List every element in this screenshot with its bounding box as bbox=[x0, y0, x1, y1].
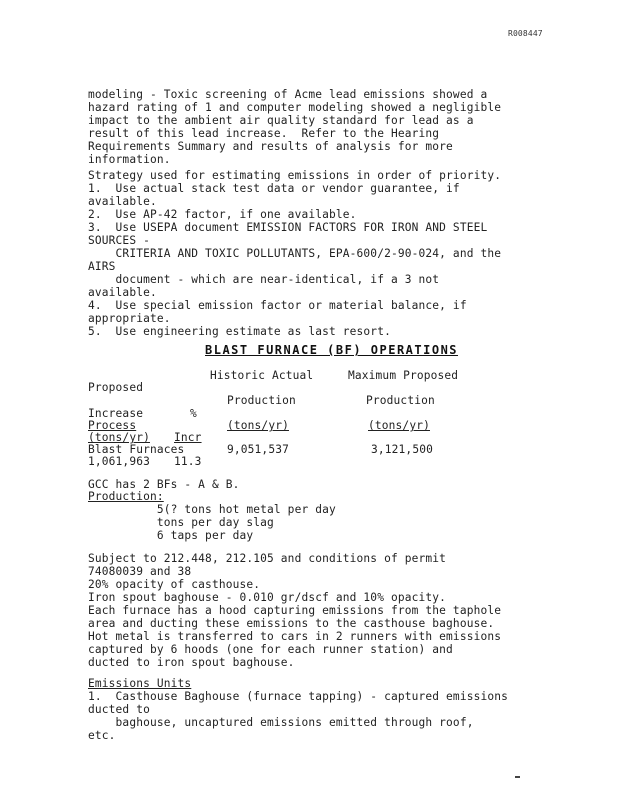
text-line: ducted to bbox=[88, 703, 150, 716]
column-header: Proposed bbox=[88, 381, 144, 394]
column-header: (tons/yr) bbox=[88, 431, 150, 444]
text-line: 5(? tons hot metal per day bbox=[88, 503, 336, 516]
text-line: impact to the ambient air quality standard for lead as a bbox=[88, 114, 474, 127]
column-header: Historic Actual bbox=[210, 369, 314, 382]
table-cell: 1,061,963 bbox=[88, 455, 150, 468]
text-line: tons per day slag bbox=[88, 516, 274, 529]
text-line: appropriate. bbox=[88, 312, 171, 325]
text-line: Iron spout baghouse - 0.010 gr/dscf and 10% opacity. bbox=[88, 591, 447, 604]
text-line: 1. Casthouse Baghouse (furnace tapping) - captured emissions bbox=[88, 690, 509, 703]
text-line: available. bbox=[88, 286, 157, 299]
text-line: 6 taps per day bbox=[88, 529, 254, 542]
table-cell: Blast Furnaces bbox=[88, 443, 185, 456]
text-line: ducted to iron spout baghouse. bbox=[88, 656, 295, 669]
table-cell: 11.3 bbox=[174, 455, 202, 468]
text-line: 2. Use AP-42 factor, if one available. bbox=[88, 208, 357, 221]
section-title: BLAST FURNACE (BF) OPERATIONS bbox=[205, 343, 459, 357]
column-header: Production bbox=[366, 394, 435, 407]
text-line: 20% opacity of casthouse. bbox=[88, 578, 261, 591]
production-heading: Production: bbox=[88, 490, 164, 503]
table-cell: 9,051,537 bbox=[227, 443, 289, 456]
column-header: Process bbox=[88, 419, 137, 432]
text-line: information. bbox=[88, 153, 171, 166]
text-line: available. bbox=[88, 195, 157, 208]
emissions-units-title: Emissions Units bbox=[88, 677, 192, 690]
table-cell: 3,121,500 bbox=[371, 443, 433, 456]
text-line: Requirements Summary and results of analysis for more bbox=[88, 140, 453, 153]
text-line: baghouse, uncaptured emissions emitted through roof, bbox=[88, 716, 474, 729]
text-line: SOURCES - bbox=[88, 234, 150, 247]
text-line: 3. Use USEPA document EMISSION FACTORS FOR IRON AND STEEL bbox=[88, 221, 488, 234]
text-line: etc. bbox=[88, 729, 116, 742]
text-line: modeling - Toxic screening of Acme lead emissions showed a bbox=[88, 88, 488, 101]
text-line: Hot metal is transferred to cars in 2 runners with emissions bbox=[88, 630, 502, 643]
column-header: Maximum Proposed bbox=[348, 369, 459, 382]
text-line: AIRS bbox=[88, 260, 116, 273]
text-line: result of this lead increase. Refer to the Hearing bbox=[88, 127, 440, 140]
text-line: Subject to 212.448, 212.105 and conditions of permit bbox=[88, 552, 447, 565]
document-id: R008447 bbox=[508, 29, 543, 38]
text-line: hazard rating of 1 and computer modeling showed a negligible bbox=[88, 101, 502, 114]
text-line: Each furnace has a hood capturing emissions from the taphole bbox=[88, 604, 502, 617]
text-line: 74080039 and 38 bbox=[88, 565, 192, 578]
column-header: Incr bbox=[174, 431, 202, 444]
text-line: 1. Use actual stack test data or vendor guarantee, if bbox=[88, 182, 460, 195]
text-line: area and ducting these emissions to the casthouse baghouse. bbox=[88, 617, 495, 630]
text-line: document - which are near-identical, if a 3 not bbox=[88, 273, 440, 286]
text-line: 5. Use engineering estimate as last resort. bbox=[88, 325, 391, 338]
column-header: Increase bbox=[88, 407, 144, 420]
column-header: Production bbox=[227, 394, 296, 407]
column-header: (tons/yr) bbox=[368, 419, 430, 432]
text-line: CRITERIA AND TOXIC POLLUTANTS, EPA-600/2-90-024, and the bbox=[88, 247, 502, 260]
scan-mark bbox=[515, 776, 520, 778]
text-line: Strategy used for estimating emissions in order of priority. bbox=[88, 169, 502, 182]
column-header: (tons/yr) bbox=[227, 419, 289, 432]
text-line: captured by 6 hoods (one for each runner station) and bbox=[88, 643, 453, 656]
column-header: % bbox=[190, 407, 197, 420]
text-line: GCC has 2 BFs - A & B. bbox=[88, 478, 240, 491]
text-line: 4. Use special emission factor or material balance, if bbox=[88, 299, 467, 312]
